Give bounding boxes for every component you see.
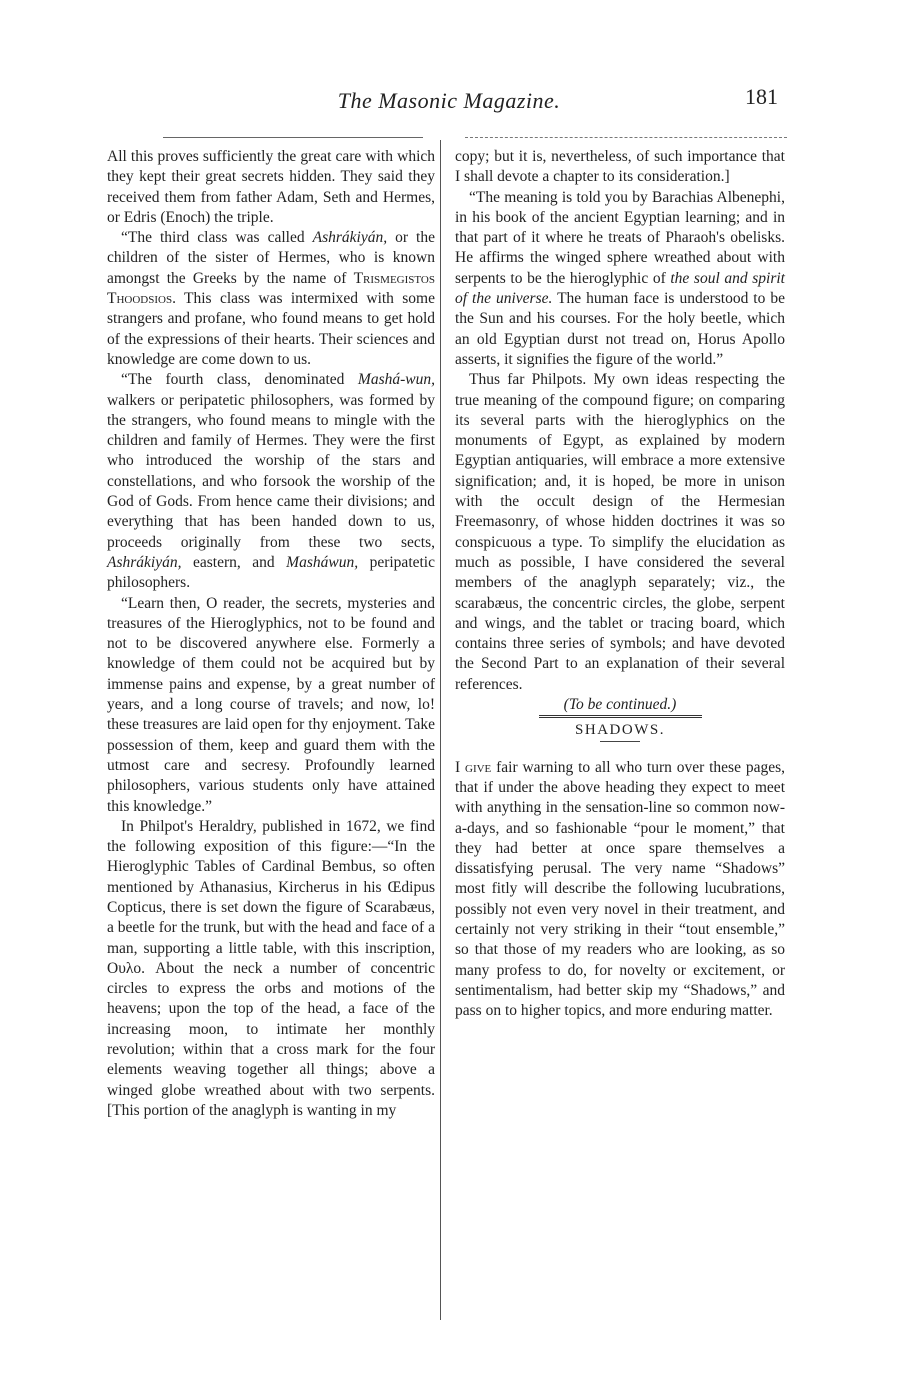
- column-divider: [440, 140, 441, 1320]
- paragraph: “Learn then, O reader, the secrets, mysteries and treasures of the Hieroglyphics, not to be found and not to be discovered anywhere else. Formerly a knowledge of them could not be acquired but by immense pains and expense, by a great number of years, and a long course of travels; and now, lo! these treasures are laid open for thy enjoyment. Take possession of them, keep and guard them with the utmost care and secresy. Profoundly learned philosophers, various students only have attained this knowledge.”: [107, 594, 435, 815]
- header-rule-left: [163, 137, 423, 138]
- paragraph: Thus far Philpots. My own ideas respecting the true meaning of the compound figure; on comparing its several parts with the hieroglyphics on the monuments of Egypt, as explained by modern Egyptian antiquaries, will embrace a more extensive signification; and, it is hoped, be more in unison with the occult design of the Hermesian Freemasonry, of whose hidden doctrines it was so conspicuous a type. To simplify the elucidation as much as possible, I have considered the several members of the anaglyph separately; viz., the scarabæus, the concentric circles, the globe, serpent and wings, and the tablet or tracing board, which contains three series of symbols; and have devoted the Second Part to an explanation of their several references.: [455, 371, 785, 693]
- paragraph: All this proves sufficiently the great care with which they kept their great secrets hidden. They said they received them from father Adam, Seth and Hermes, or Edris (Enoch) the triple.: [107, 148, 435, 226]
- right-column: [455, 147, 785, 1021]
- page-number: 181: [745, 84, 778, 109]
- to-be-continued: (To be continued.): [563, 696, 677, 714]
- section-short-rule: [600, 741, 640, 742]
- paragraph: “The fourth class, denominated Mashá-wun, walkers or peripatetic philosophers, was formed by the strangers, who found means to mingle with the children and family of Hermes. They were the first who introduced the worship of the stars and constellations, and who forsook the worship of the God of Gods. From hence came their divisions; and everything that has been handed down to us, proceeds originally from these two sects, Ashrákiyán, eastern, and Masháwun, peripatetic philosophers.: [107, 371, 435, 592]
- header-rule-right: [465, 137, 787, 138]
- paragraph: “The third class was called Ashrákiyán, or the children of the sister of Hermes, who is known amongst the Greeks by the name of Trismegistos Thoodsios. This class was intermixed with some strangers and profane, who found means to get hold of the expressions of their hearts. Their sciences and knowledge are come down to us.: [107, 229, 435, 368]
- section-title: SHADOWS.: [575, 722, 665, 739]
- paragraph: copy; but it is, nevertheless, of such importance that I shall devote a chapter to its consideration.]: [455, 148, 785, 186]
- paragraph: I give fair warning to all who turn over these pages, that if under the above heading they expect to meet with anything in the sensation-line so common now-a-days, and so fashionable “pour le moment,” that they had better at once spare themselves a dissatisfying perusal. The very name “Shadows” most fitly will describe the following lucubrations, possibly not even very novel in their treatment, and certainly not very striking in their “tout ensemble,” so that those of my readers who are looking, as so many profess to do, for novelty or excitement, or sentimentalism, had better skip my “Shadows,” and pass on to higher topics, and more enduring matter.: [455, 758, 785, 1020]
- paragraph: “The meaning is told you by Barachias Albenephi, in his book of the ancient Egyptian learning; and in that part of it where he treats of Pharaoh's obelisks. He affirms the winged sphere wreathed about with serpents to be the hieroglyphic of the soul and spirit of the universe. The human face is understood to be the Sun and his courses. For the holy beetle, which an old Egyptian durst not tread on, Horus Apollo asserts, it signifies the figure of the world.”: [455, 188, 785, 368]
- running-title: The Masonic Magazine.: [337, 88, 561, 113]
- paragraph: In Philpot's Heraldry, published in 1672, we find the following exposition of this figure:—“In the Hieroglyphic Tables of Cardinal Bembus, so often mentioned by Athanasius, Kircherus in his Œdipus Copticus, there is set down the figure of Scarabæus, a beetle for the trunk, but with the head and face of a man, supporting a little table, with this inscription, Ουλο. About the neck a number of concentric circles to express the orbs and motions of the heavens; upon the top of the head, a face of the increasing moon, to intimate her monthly revolution; within that a cross mark for the four elements weaving together all things; above a winged globe wreathed about with two serpents. [This portion of the anaglyph is wanting in my: [107, 817, 435, 1119]
- left-column: [107, 147, 435, 1121]
